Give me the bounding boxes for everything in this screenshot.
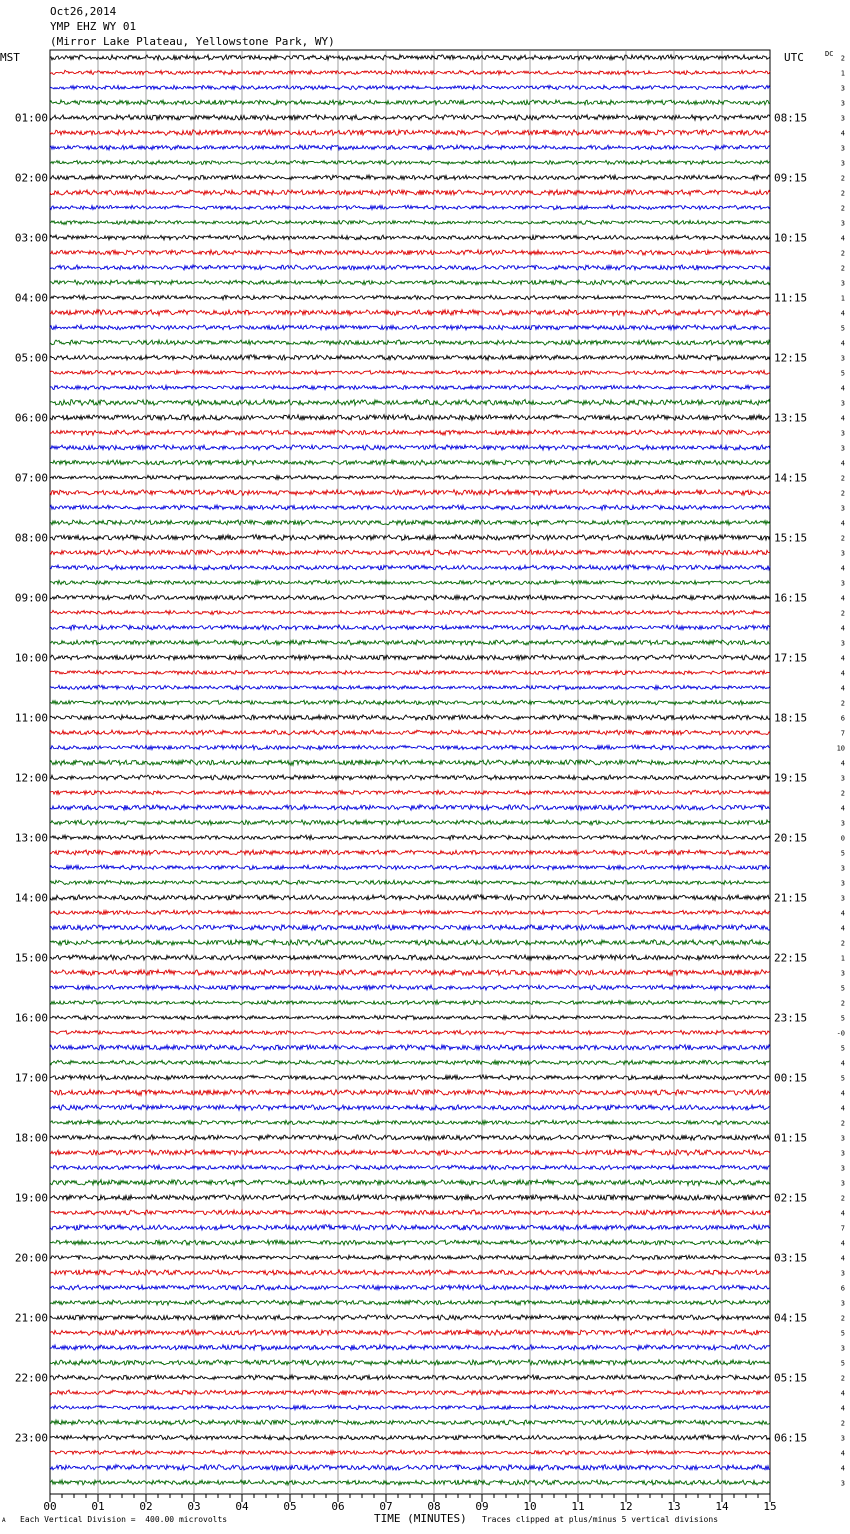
trace-line bbox=[50, 970, 770, 976]
dc-offset-value: 5 bbox=[840, 1329, 845, 1338]
dc-offset-value: 2 bbox=[840, 699, 845, 708]
trace-line bbox=[50, 655, 770, 660]
dc-offset-value: 1 bbox=[840, 294, 845, 303]
mst-hour-label: 16:00 bbox=[14, 1011, 48, 1025]
trace-line bbox=[50, 325, 770, 330]
dc-offset-value: 3 bbox=[840, 144, 845, 153]
dc-offset-value: 3 bbox=[840, 1344, 845, 1353]
dc-offset-value: 3 bbox=[840, 864, 845, 873]
trace-line bbox=[50, 1240, 770, 1245]
trace-line bbox=[50, 1330, 770, 1336]
trace-line bbox=[50, 310, 770, 316]
dc-offset-value: 4 bbox=[840, 234, 845, 243]
utc-hour-label: 19:15 bbox=[774, 771, 808, 785]
x-tick-label: 14 bbox=[715, 1500, 729, 1513]
x-tick-label: 06 bbox=[331, 1500, 345, 1513]
dc-offset-value: 3 bbox=[840, 444, 845, 453]
utc-hour-label: 09:15 bbox=[774, 171, 808, 185]
mst-hour-label: 15:00 bbox=[14, 951, 48, 965]
dc-offset-value: 5 bbox=[840, 369, 845, 378]
mst-axis-label: MST bbox=[0, 51, 20, 64]
dc-offset-value: 1 bbox=[840, 954, 845, 963]
station-location: (Mirror Lake Plateau, Yellowstone Park, WY) bbox=[50, 35, 335, 48]
dc-offset-value: 3 bbox=[840, 99, 845, 108]
dc-offset-value: 10 bbox=[836, 744, 845, 753]
mst-hour-label: 06:00 bbox=[14, 411, 48, 425]
dc-offset-value: 4 bbox=[840, 669, 845, 678]
dc-offset-value: 2 bbox=[840, 1374, 845, 1383]
trace-line bbox=[50, 1000, 770, 1004]
dc-offset-value: 3 bbox=[840, 1149, 845, 1158]
trace-line bbox=[50, 1135, 770, 1140]
dc-offset-value: 3 bbox=[840, 1434, 845, 1443]
trace-line bbox=[50, 1075, 770, 1080]
trace-line bbox=[50, 1405, 770, 1410]
trace-line bbox=[50, 490, 770, 496]
utc-hour-label: 08:15 bbox=[774, 111, 808, 125]
dc-offset-value: 2 bbox=[840, 489, 845, 498]
dc-offset-value: 3 bbox=[840, 1299, 845, 1308]
trace-line bbox=[50, 190, 770, 196]
dc-offset-value: 2 bbox=[840, 1194, 845, 1203]
trace-line bbox=[50, 985, 770, 990]
trace-line bbox=[50, 340, 770, 345]
utc-hour-label: 21:15 bbox=[774, 891, 808, 905]
utc-hour-label: 15:15 bbox=[774, 531, 808, 545]
trace-line bbox=[50, 820, 770, 825]
trace-line bbox=[50, 415, 770, 421]
utc-hour-label: 20:15 bbox=[774, 831, 808, 845]
trace-line bbox=[50, 1270, 770, 1275]
trace-line bbox=[50, 130, 770, 136]
trace-line bbox=[50, 295, 770, 299]
trace-line bbox=[50, 520, 770, 525]
trace-line bbox=[50, 745, 770, 750]
trace-line bbox=[50, 730, 770, 735]
trace-line bbox=[50, 1030, 770, 1035]
dc-offset-value: 3 bbox=[840, 114, 845, 123]
mst-hour-label: 10:00 bbox=[14, 651, 48, 665]
x-tick-label: 10 bbox=[523, 1500, 537, 1513]
dc-offset-value: 2 bbox=[840, 789, 845, 798]
dc-offset-value: 3 bbox=[840, 894, 845, 903]
mst-hour-label: 20:00 bbox=[14, 1251, 48, 1265]
trace-line bbox=[50, 1300, 770, 1305]
x-tick-label: 15 bbox=[763, 1500, 777, 1513]
dc-offset-value: 4 bbox=[840, 519, 845, 528]
x-tick-label: 13 bbox=[667, 1500, 681, 1513]
dc-offset-value: 2 bbox=[840, 264, 845, 273]
dc-offset-value: 6 bbox=[840, 1284, 845, 1293]
trace-line bbox=[50, 1345, 770, 1350]
dc-offset-value: 3 bbox=[840, 1269, 845, 1278]
utc-axis-label: UTC bbox=[784, 51, 804, 64]
dc-offset-value: 2 bbox=[840, 1314, 845, 1323]
trace-line bbox=[50, 370, 770, 374]
dc-offset-value: 5 bbox=[840, 984, 845, 993]
dc-offset-value: 5 bbox=[840, 1359, 845, 1368]
utc-hour-label: 17:15 bbox=[774, 651, 808, 665]
trace-line bbox=[50, 610, 770, 614]
dc-offset-value: 7 bbox=[840, 729, 845, 738]
trace-line bbox=[50, 775, 770, 780]
dc-offset-value: 4 bbox=[840, 594, 845, 603]
dc-offset-value: -0 bbox=[836, 1029, 845, 1038]
utc-hour-label: 06:15 bbox=[774, 1431, 808, 1445]
footer-mark: A bbox=[2, 1517, 6, 1524]
trace-line bbox=[50, 205, 770, 209]
dc-offset-value: 2 bbox=[840, 174, 845, 183]
dc-offset-value: 4 bbox=[840, 624, 845, 633]
dc-offset-value: 5 bbox=[840, 1074, 845, 1083]
dc-offset-value: 2 bbox=[840, 609, 845, 618]
dc-offset-value: 4 bbox=[840, 309, 845, 318]
trace-line bbox=[50, 640, 770, 645]
dc-offset-value: 4 bbox=[840, 1239, 845, 1248]
trace-line bbox=[50, 1090, 770, 1096]
x-tick-label: 11 bbox=[571, 1500, 585, 1513]
dc-offset-value: 3 bbox=[840, 1179, 845, 1188]
dc-offset-value: 3 bbox=[840, 159, 845, 168]
station-code: YMP EHZ WY 01 bbox=[50, 20, 137, 33]
dc-offset-value: 3 bbox=[840, 879, 845, 888]
dc-offset-value: 4 bbox=[840, 414, 845, 423]
mst-hour-label: 21:00 bbox=[14, 1311, 48, 1325]
dc-offset-value: 3 bbox=[840, 399, 845, 408]
trace-line bbox=[50, 1285, 770, 1290]
dc-offset-value: 4 bbox=[840, 1209, 845, 1218]
trace-line bbox=[50, 955, 770, 960]
mst-hour-label: 04:00 bbox=[14, 291, 48, 305]
trace-line bbox=[50, 355, 770, 360]
trace-line bbox=[50, 505, 770, 510]
x-tick-label: 09 bbox=[475, 1500, 489, 1513]
trace-line bbox=[50, 250, 770, 255]
x-tick-label: 05 bbox=[283, 1500, 297, 1513]
trace-line bbox=[50, 460, 770, 465]
dc-offset-value: 4 bbox=[840, 924, 845, 933]
dc-offset-value: 6 bbox=[840, 714, 845, 723]
dc-offset-value: 3 bbox=[840, 549, 845, 558]
dc-offset-value: 2 bbox=[840, 249, 845, 258]
trace-line bbox=[50, 235, 770, 240]
mst-hour-label: 17:00 bbox=[14, 1071, 48, 1085]
trace-line bbox=[50, 265, 770, 270]
dc-offset-value: 4 bbox=[840, 1254, 845, 1263]
dc-offset-value: 4 bbox=[840, 384, 845, 393]
dc-offset-value: 4 bbox=[840, 909, 845, 918]
trace-line bbox=[50, 115, 770, 121]
dc-offset-value: 2 bbox=[840, 54, 845, 63]
mst-hour-label: 12:00 bbox=[14, 771, 48, 785]
utc-hour-label: 05:15 bbox=[774, 1371, 808, 1385]
chart-date: Oct26,2014 bbox=[50, 5, 117, 18]
trace-line bbox=[50, 865, 770, 870]
mst-hour-label: 05:00 bbox=[14, 351, 48, 365]
dc-offset-value: 3 bbox=[840, 819, 845, 828]
dc-offset-value: 3 bbox=[840, 219, 845, 228]
utc-hour-label: 13:15 bbox=[774, 411, 808, 425]
dc-offset-value: 3 bbox=[840, 969, 845, 978]
trace-line bbox=[50, 1390, 770, 1395]
trace-line bbox=[50, 1165, 770, 1170]
dc-offset-value: 4 bbox=[840, 129, 845, 138]
dc-offset-value: 0 bbox=[840, 834, 845, 843]
dc-offset-value: 2 bbox=[840, 939, 845, 948]
x-tick-label: 01 bbox=[91, 1500, 105, 1513]
trace-line bbox=[50, 595, 770, 600]
x-tick-label: 00 bbox=[43, 1500, 57, 1513]
dc-offset-value: 3 bbox=[840, 1164, 845, 1173]
utc-hour-label: 22:15 bbox=[774, 951, 808, 965]
trace-line bbox=[50, 85, 770, 89]
dc-offset-value: 4 bbox=[840, 654, 845, 663]
trace-line bbox=[50, 100, 770, 105]
dc-offset-value: 3 bbox=[840, 504, 845, 513]
utc-hour-label: 14:15 bbox=[774, 471, 808, 485]
trace-line bbox=[50, 280, 770, 285]
mst-hour-label: 23:00 bbox=[14, 1431, 48, 1445]
dc-offset-value: 3 bbox=[840, 354, 845, 363]
dc-offset-value: 4 bbox=[840, 1059, 845, 1068]
trace-line bbox=[50, 880, 770, 885]
trace-line bbox=[50, 850, 770, 855]
utc-hour-label: 00:15 bbox=[774, 1071, 808, 1085]
dc-offset-value: 3 bbox=[840, 1134, 845, 1143]
dc-offset-value: 3 bbox=[840, 579, 845, 588]
trace-line bbox=[50, 925, 770, 931]
trace-line bbox=[50, 790, 770, 794]
utc-hour-label: 02:15 bbox=[774, 1191, 808, 1205]
trace-line bbox=[50, 1315, 770, 1320]
utc-hour-label: 12:15 bbox=[774, 351, 808, 365]
trace-line bbox=[50, 160, 770, 164]
mst-hour-label: 22:00 bbox=[14, 1371, 48, 1385]
dc-offset-value: 3 bbox=[840, 1479, 845, 1488]
x-tick-label: 03 bbox=[187, 1500, 201, 1513]
trace-line bbox=[50, 1480, 770, 1485]
trace-line bbox=[50, 835, 770, 840]
trace-line bbox=[50, 400, 770, 406]
mst-hour-label: 08:00 bbox=[14, 531, 48, 545]
dc-offset-value: 4 bbox=[840, 1449, 845, 1458]
trace-line bbox=[50, 1180, 770, 1186]
trace-line bbox=[50, 910, 770, 915]
dc-offset-value: 1 bbox=[840, 69, 845, 78]
dc-offset-value: 7 bbox=[840, 1224, 845, 1233]
dc-offset-value: 5 bbox=[840, 849, 845, 858]
trace-line bbox=[50, 1195, 770, 1201]
trace-line bbox=[50, 565, 770, 570]
mst-hour-label: 18:00 bbox=[14, 1131, 48, 1145]
dc-offset-value: 4 bbox=[840, 759, 845, 768]
trace-line bbox=[50, 1045, 770, 1050]
dc-offset-value: 2 bbox=[840, 1419, 845, 1428]
trace-line bbox=[50, 580, 770, 584]
mst-hour-label: 09:00 bbox=[14, 591, 48, 605]
utc-hour-label: 10:15 bbox=[774, 231, 808, 245]
trace-line bbox=[50, 805, 770, 810]
trace-line bbox=[50, 940, 770, 946]
dc-offset-value: 2 bbox=[840, 999, 845, 1008]
utc-hour-label: 23:15 bbox=[774, 1011, 808, 1025]
trace-line bbox=[50, 175, 770, 180]
utc-hour-label: 11:15 bbox=[774, 291, 808, 305]
mst-hour-label: 19:00 bbox=[14, 1191, 48, 1205]
dc-offset-value: 4 bbox=[840, 1089, 845, 1098]
trace-line bbox=[50, 1150, 770, 1156]
dc-offset-value: 5 bbox=[840, 1044, 845, 1053]
trace-line bbox=[50, 55, 770, 60]
trace-line bbox=[50, 535, 770, 541]
trace-line bbox=[50, 1465, 770, 1471]
x-tick-label: 08 bbox=[427, 1500, 441, 1513]
dc-offset-value: 2 bbox=[840, 474, 845, 483]
trace-line bbox=[50, 670, 770, 674]
trace-line bbox=[50, 430, 770, 435]
clip-note: Traces clipped at plus/minus 5 vertical divisions bbox=[482, 1515, 719, 1524]
trace-line bbox=[50, 685, 770, 689]
scale-note: Each Vertical Division = 400.00 microvolts bbox=[20, 1515, 228, 1524]
dc-offset-value: 2 bbox=[840, 1119, 845, 1128]
trace-line bbox=[50, 1435, 770, 1440]
mst-hour-label: 07:00 bbox=[14, 471, 48, 485]
dc-offset-value: 2 bbox=[840, 534, 845, 543]
dc-offset-value: 3 bbox=[840, 279, 845, 288]
trace-line bbox=[50, 1360, 770, 1366]
trace-line bbox=[50, 895, 770, 900]
mst-hour-label: 02:00 bbox=[14, 171, 48, 185]
mst-hour-label: 13:00 bbox=[14, 831, 48, 845]
x-tick-label: 12 bbox=[619, 1500, 633, 1513]
trace-line bbox=[50, 1210, 770, 1215]
dc-offset-value: 5 bbox=[840, 324, 845, 333]
trace-line bbox=[50, 1450, 770, 1454]
trace-line bbox=[50, 550, 770, 555]
trace-line bbox=[50, 145, 770, 150]
dc-offset-value: 4 bbox=[840, 1464, 845, 1473]
trace-line bbox=[50, 1225, 770, 1231]
trace-line bbox=[50, 220, 770, 224]
dc-offset-value: 3 bbox=[840, 639, 845, 648]
dc-offset-value: 4 bbox=[840, 564, 845, 573]
dc-offset-value: 4 bbox=[840, 804, 845, 813]
mst-hour-label: 03:00 bbox=[14, 231, 48, 245]
x-axis-label: TIME (MINUTES) bbox=[374, 1512, 467, 1525]
x-tick-label: 07 bbox=[379, 1500, 393, 1513]
trace-line bbox=[50, 1375, 770, 1380]
trace-line bbox=[50, 625, 770, 630]
dc-offset-value: 2 bbox=[840, 189, 845, 198]
utc-hour-label: 18:15 bbox=[774, 711, 808, 725]
dc-offset-value: 2 bbox=[840, 204, 845, 213]
trace-line bbox=[50, 1015, 770, 1019]
dc-offset-value: 4 bbox=[840, 1389, 845, 1398]
utc-hour-label: 01:15 bbox=[774, 1131, 808, 1145]
trace-line bbox=[50, 700, 770, 705]
utc-hour-label: 03:15 bbox=[774, 1251, 808, 1265]
trace-line bbox=[50, 760, 770, 766]
dc-offset-value: 4 bbox=[840, 459, 845, 468]
trace-line bbox=[50, 1105, 770, 1110]
trace-line bbox=[50, 1255, 770, 1260]
trace-line bbox=[50, 70, 770, 74]
trace-line bbox=[50, 445, 770, 450]
trace-line bbox=[50, 475, 770, 479]
mst-hour-label: 14:00 bbox=[14, 891, 48, 905]
dc-offset-value: 3 bbox=[840, 84, 845, 93]
dc-label: DC bbox=[825, 50, 834, 58]
dc-offset-value: 4 bbox=[840, 1104, 845, 1113]
dc-offset-value: 4 bbox=[840, 339, 845, 348]
utc-hour-label: 04:15 bbox=[774, 1311, 808, 1325]
utc-hour-label: 16:15 bbox=[774, 591, 808, 605]
dc-offset-value: 4 bbox=[840, 684, 845, 693]
mst-hour-label: 11:00 bbox=[14, 711, 48, 725]
trace-line bbox=[50, 385, 770, 389]
trace-line bbox=[50, 715, 770, 720]
trace-line bbox=[50, 1120, 770, 1125]
mst-hour-label: 01:00 bbox=[14, 111, 48, 125]
x-tick-label: 04 bbox=[235, 1500, 249, 1513]
dc-offset-value: 3 bbox=[840, 774, 845, 783]
x-tick-label: 02 bbox=[139, 1500, 153, 1513]
dc-offset-value: 5 bbox=[840, 1014, 845, 1023]
dc-offset-value: 4 bbox=[840, 1404, 845, 1413]
trace-line bbox=[50, 1060, 770, 1065]
trace-line bbox=[50, 1420, 770, 1425]
dc-offset-value: 3 bbox=[840, 429, 845, 438]
